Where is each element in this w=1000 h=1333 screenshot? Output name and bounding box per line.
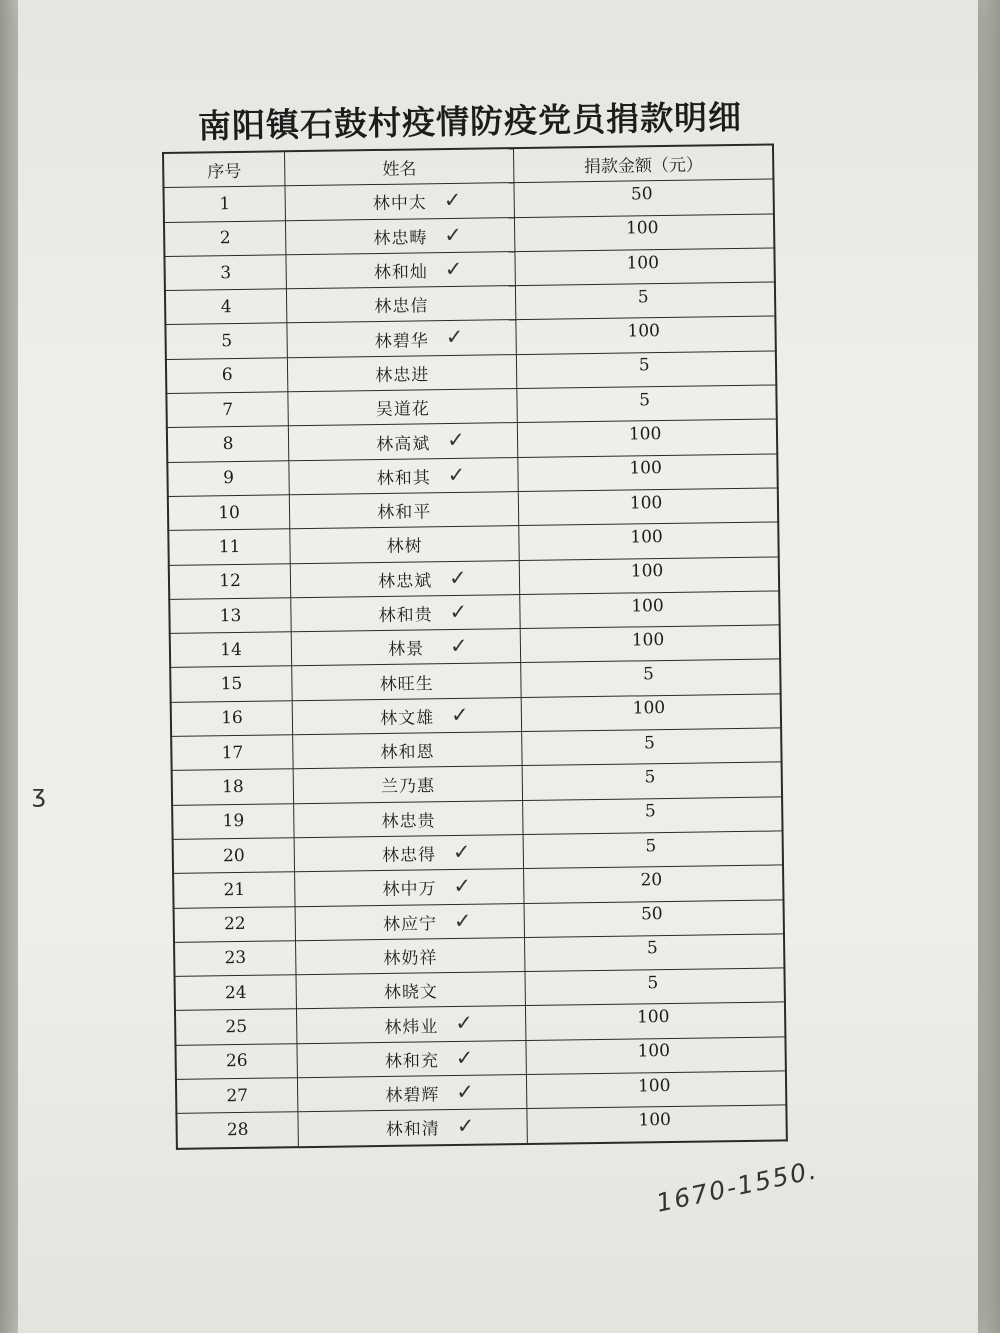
row-amount-cell [517, 385, 777, 423]
header-amount: 捐款金额（元） [514, 144, 774, 182]
row-name: 林忠信 [374, 296, 429, 318]
row-amount: 100 [629, 492, 663, 514]
row-name: 林应宁 [382, 913, 438, 935]
row-amount-cell [523, 831, 783, 869]
row-amount-cell [515, 214, 775, 252]
row-number: 23 [174, 941, 296, 977]
row-amount-cell [519, 522, 779, 560]
checkmark-icon: ✓ [446, 428, 465, 453]
row-amount-cell [527, 1105, 787, 1143]
row-amount-cell [522, 728, 782, 766]
row-amount: 5 [637, 287, 649, 308]
row-name: 林和充 [384, 1051, 440, 1072]
row-amount: 5 [645, 835, 657, 856]
checkmark-icon: ✓ [448, 565, 467, 590]
donation-table [162, 143, 788, 1149]
row-name-cell [290, 526, 520, 563]
row-name-cell [295, 869, 525, 906]
row-amount-cell [517, 351, 777, 389]
row-name-cell [288, 423, 518, 460]
checkmark-icon: ✓ [453, 873, 472, 899]
row-name-cell [296, 972, 526, 1009]
row-name: 林碧华 [374, 330, 429, 352]
table-row [176, 1105, 786, 1148]
row-amount-cell [525, 934, 785, 972]
row-name: 林忠畴 [373, 228, 428, 249]
row-amount: 100 [637, 1075, 671, 1097]
handwritten-total: 1670-1550. [653, 1155, 821, 1218]
row-name: 兰乃惠 [380, 776, 436, 798]
row-amount: 100 [630, 526, 663, 548]
row-name-cell [285, 183, 515, 220]
row-name: 林树 [386, 536, 423, 558]
row-amount: 5 [643, 732, 655, 754]
checkmark-icon: ✓ [444, 256, 463, 281]
donation-table-wrapper [162, 143, 788, 1149]
row-name-cell [296, 937, 526, 974]
row-name: 林和平 [377, 502, 432, 524]
row-amount-cell [520, 625, 780, 663]
row-name-cell [293, 766, 523, 803]
row-name: 吴道花 [375, 399, 430, 421]
row-number: 8 [167, 426, 289, 462]
row-name: 林奶祥 [383, 948, 438, 969]
row-name-cell [289, 457, 519, 494]
header-number: 序号 [163, 151, 285, 187]
row-amount-cell [523, 797, 783, 835]
row-amount-cell [522, 762, 782, 800]
row-amount: 100 [632, 698, 666, 719]
row-amount: 100 [626, 252, 660, 274]
checkmark-icon: ✓ [443, 188, 462, 213]
row-name: 林忠得 [381, 845, 437, 867]
row-amount: 100 [625, 218, 659, 239]
row-name: 林景 [388, 639, 425, 661]
row-name-cell [295, 903, 525, 940]
row-amount: 100 [629, 458, 662, 479]
row-amount-cell [524, 899, 784, 937]
row-amount-cell [519, 488, 779, 526]
row-amount: 100 [637, 1041, 671, 1062]
row-name: 林晓文 [383, 982, 439, 1004]
row-number: 14 [170, 632, 292, 668]
row-amount: 5 [638, 355, 650, 376]
row-amount: 5 [642, 664, 655, 685]
row-amount-cell [526, 1037, 786, 1075]
row-amount: 50 [630, 184, 653, 205]
row-name-cell [287, 286, 517, 323]
row-amount-cell [520, 591, 780, 629]
row-number: 28 [176, 1112, 298, 1148]
row-amount: 5 [639, 389, 651, 411]
row-name-cell [293, 732, 523, 769]
row-name-cell [298, 1109, 528, 1147]
row-amount-cell [527, 1071, 787, 1109]
row-name-cell [288, 389, 518, 426]
row-number: 17 [171, 735, 293, 771]
row-amount-cell [516, 316, 776, 354]
row-amount-cell [518, 454, 778, 492]
row-name-cell [286, 217, 516, 254]
row-name: 林忠斌 [378, 570, 433, 592]
document-title: 南阳镇石鼓村疫情防疫党员捐款明细 [197, 97, 743, 146]
checkmark-icon: ✓ [456, 1079, 475, 1104]
margin-scribble: ʒ [32, 780, 46, 808]
checkmark-icon: ✓ [449, 599, 468, 624]
row-amount-cell [526, 1002, 786, 1040]
row-number: 21 [173, 872, 295, 908]
checkmark-icon: ✓ [449, 633, 468, 659]
row-amount-cell [521, 659, 781, 697]
checkmark-icon: ✓ [450, 702, 469, 727]
row-amount: 100 [631, 629, 665, 651]
row-amount: 5 [644, 767, 656, 788]
row-number: 26 [175, 1043, 297, 1079]
row-amount: 100 [630, 561, 664, 582]
row-number: 3 [164, 255, 286, 291]
row-amount-cell [518, 419, 778, 457]
row-number: 11 [168, 529, 290, 565]
checkmark-icon: ✓ [455, 1045, 474, 1070]
row-name: 林中万 [382, 879, 437, 901]
row-name: 林和清 [385, 1119, 441, 1141]
checkmark-icon: ✓ [455, 1011, 474, 1036]
row-amount-cell [521, 694, 781, 732]
row-amount: 50 [640, 904, 663, 925]
row-name-cell [294, 834, 524, 871]
row-name: 林和恩 [380, 742, 435, 764]
row-name: 林炜业 [384, 1016, 439, 1038]
checkmark-icon: ✓ [445, 325, 464, 350]
row-name-cell [287, 354, 517, 391]
row-name-cell [290, 560, 520, 597]
row-name-cell [298, 1075, 528, 1112]
row-number: 7 [166, 392, 288, 428]
row-name-cell [289, 492, 519, 529]
row-amount: 100 [628, 424, 662, 445]
row-number: 4 [165, 289, 287, 325]
row-number: 19 [172, 803, 294, 839]
row-amount-cell [524, 865, 784, 903]
row-amount: 20 [640, 869, 663, 891]
row-amount-cell [525, 968, 785, 1006]
row-name-cell [297, 1006, 527, 1043]
row-name: 林和其 [376, 468, 431, 489]
row-number: 12 [169, 563, 291, 599]
row-number: 10 [168, 495, 290, 531]
row-number: 13 [169, 598, 291, 634]
header-name: 姓名 [285, 148, 515, 186]
row-name-cell [291, 629, 521, 666]
row-amount: 100 [631, 595, 664, 616]
row-amount: 100 [627, 321, 661, 342]
row-name: 林和贵 [378, 605, 433, 627]
row-amount-cell [520, 556, 780, 594]
row-amount-cell [516, 282, 776, 320]
row-number: 25 [175, 1009, 297, 1045]
row-number: 6 [166, 358, 288, 394]
row-number: 20 [173, 838, 295, 874]
row-name: 林忠贵 [381, 811, 436, 832]
row-name-cell [292, 697, 522, 734]
row-name: 林文雄 [379, 708, 435, 729]
row-amount: 100 [636, 1007, 670, 1028]
row-name-cell [294, 800, 524, 837]
row-name: 林中太 [372, 193, 428, 215]
row-name: 林旺生 [379, 673, 434, 695]
row-number: 1 [163, 186, 285, 222]
checkmark-icon: ✓ [452, 839, 471, 864]
row-name: 林碧辉 [385, 1085, 440, 1107]
row-number: 27 [176, 1078, 298, 1114]
checkmark-icon: ✓ [456, 1114, 475, 1139]
row-number: 24 [175, 975, 297, 1011]
row-amount: 5 [644, 801, 656, 822]
row-amount: 5 [646, 938, 658, 959]
row-amount: 100 [638, 1109, 672, 1131]
row-name: 林忠进 [375, 365, 430, 386]
checkmark-icon: ✓ [447, 462, 466, 487]
row-name-cell [286, 251, 516, 288]
row-name-cell [291, 594, 521, 631]
row-name-cell [287, 320, 517, 357]
row-number: 16 [171, 700, 293, 736]
row-name: 林和灿 [373, 262, 429, 284]
row-name: 林高斌 [376, 433, 431, 455]
row-name-cell [292, 663, 522, 700]
row-number: 2 [164, 220, 286, 256]
row-amount-cell [514, 179, 774, 217]
row-number: 18 [172, 769, 294, 805]
row-number: 5 [165, 323, 287, 359]
row-number: 22 [174, 906, 296, 942]
row-number: 15 [170, 666, 292, 702]
table-body [163, 179, 786, 1148]
row-amount-cell [515, 248, 775, 286]
checkmark-icon: ✓ [453, 908, 472, 933]
checkmark-icon: ✓ [444, 222, 463, 247]
row-number: 9 [167, 460, 289, 496]
row-name-cell [297, 1040, 527, 1077]
row-amount: 5 [647, 972, 659, 994]
